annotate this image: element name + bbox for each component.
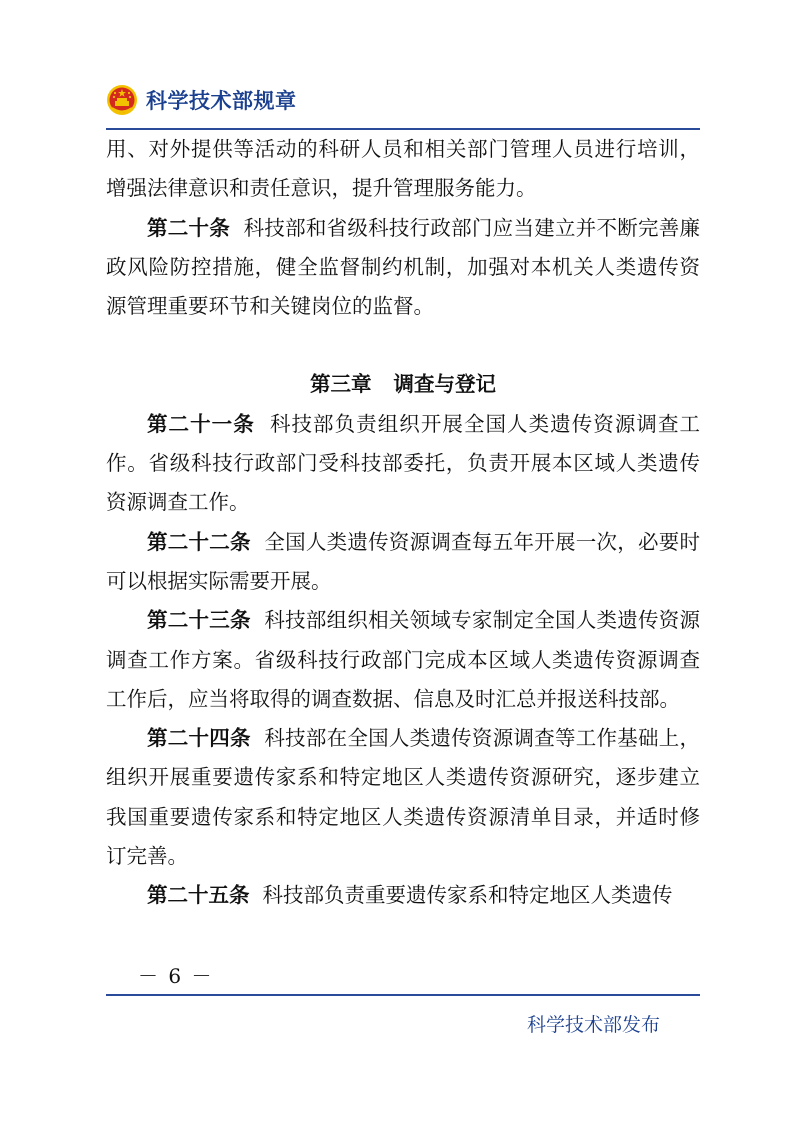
footer-publisher: 科学技术部发布 — [526, 1014, 660, 1036]
article-paragraph — [106, 601, 700, 719]
article-number: 第二十一条 — [147, 411, 255, 436]
paragraph — [106, 130, 700, 209]
article-paragraph — [106, 523, 700, 602]
article-text: 科技部组织相关领域专家制定全国人类遗传资源调查工作方案。省级科技行政部门完成本区域人类遗传资源调查工作后，应当将取得的调查数据、信息及时汇总并报送科技部。 — [106, 608, 701, 711]
article-paragraph — [106, 876, 700, 915]
article-text: 科技部和省级科技行政部门应当建立并不断完善廉政风险防控措施，健全监督制约机制，加强对本机关人类遗传资源管理重要环节和关键岗位的监督。 — [106, 215, 701, 319]
article-text: 全国人类遗传资源调查每五年开展一次，必要时可以根据实际需要开展。 — [106, 529, 701, 593]
page-header — [106, 82, 297, 118]
document-body — [106, 130, 700, 916]
article-number: 第二十三条 — [147, 608, 251, 633]
page-number: － 6 － — [138, 964, 214, 988]
footer-divider — [106, 994, 700, 996]
article-text: 科技部负责重要遗传家系和特定地区人类遗传 — [262, 883, 673, 908]
article-number: 第二十二条 — [147, 529, 251, 554]
article-number: 第二十五条 — [147, 883, 250, 908]
article-paragraph — [106, 719, 700, 876]
article-number: 第二十四条 — [147, 726, 251, 751]
paragraph-text: 用、对外提供等活动的科研人员和相关部门管理人员进行培训，增强法律意识和责任意识，提升管理服务能力。 — [106, 137, 700, 201]
chapter-number: 第三章 — [310, 372, 372, 397]
header-title: 科学技术部规章 — [146, 89, 297, 113]
article-number: 第二十条 — [147, 215, 231, 240]
chapter-title: 调查与登记 — [393, 372, 496, 397]
article-text: 科技部在全国人类遗传资源调查等工作基础上，组织开展重要遗传家系和特定地区人类遗传资源研究，逐步建立我国重要遗传家系和特定地区人类遗传资源清单目录，并适时修订完善。 — [106, 726, 701, 869]
article-paragraph — [106, 209, 700, 327]
article-paragraph — [106, 405, 700, 523]
chapter-heading — [106, 326, 700, 404]
national-emblem-icon — [106, 84, 138, 116]
article-text: 科技部负责组织开展全国人类遗传资源调查工作。省级科技行政部门受科技部委托，负责开展本区域人类遗传资源调查工作。 — [106, 411, 700, 515]
